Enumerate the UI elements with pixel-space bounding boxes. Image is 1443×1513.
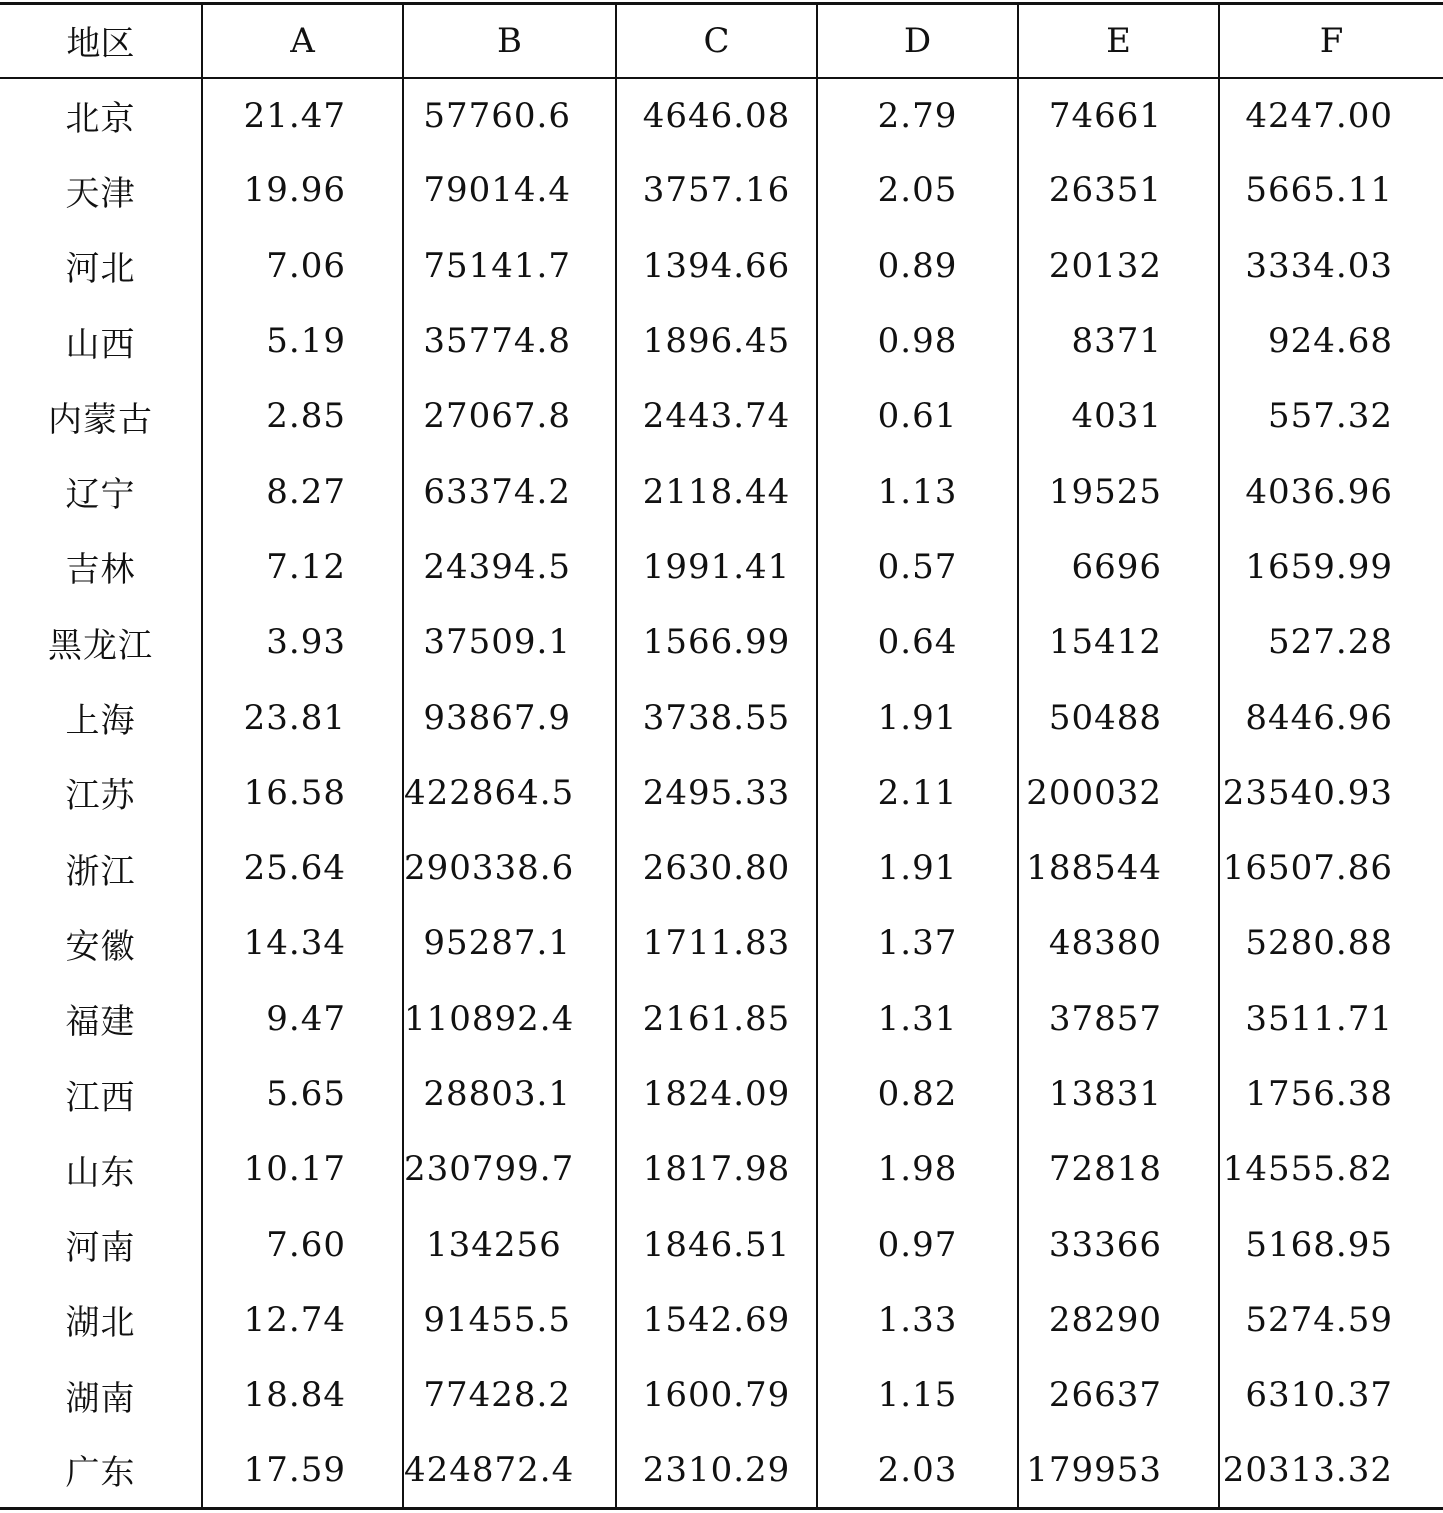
cell-b: 424872.4 [403,1433,616,1508]
cell-c: 1846.51 [616,1207,817,1282]
cell-b: 230799.7 [403,1132,616,1207]
table-row [0,78,1443,153]
cell-d: 0.61 [817,379,1018,454]
cell-a: 9.47 [202,981,403,1056]
cell-d: 0.82 [817,1056,1018,1131]
table-row [0,906,1443,981]
table-row [0,1132,1443,1207]
cell-d: 1.91 [817,830,1018,905]
header-d: D [817,4,1018,78]
cell-e: 72818 [1018,1132,1219,1207]
cell-a: 2.85 [202,379,403,454]
table-header [0,4,1443,78]
cell-c: 2495.33 [616,755,817,830]
cell-d: 1.91 [817,680,1018,755]
cell-c: 2630.80 [616,830,817,905]
header-e: E [1018,4,1219,78]
cell-a: 7.06 [202,228,403,303]
cell-e: 48380 [1018,906,1219,981]
cell-region: 江苏 [65,776,136,817]
cell-e: 28290 [1018,1282,1219,1357]
cell-a: 14.34 [202,906,403,981]
cell-a: 16.58 [202,755,403,830]
cell-d: 2.79 [817,78,1018,153]
cell-b: 57760.6 [403,78,616,153]
cell-a: 10.17 [202,1132,403,1207]
cell-f: 3511.71 [1219,981,1443,1056]
cell-b: 27067.8 [403,379,616,454]
cell-b: 28803.1 [403,1056,616,1131]
cell-a: 19.96 [202,153,403,228]
cell-d: 0.89 [817,228,1018,303]
cell-region: 辽宁 [65,475,136,516]
cell-a: 3.93 [202,605,403,680]
cell-region: 内蒙古 [48,399,153,440]
cell-d: 2.05 [817,153,1018,228]
cell-f: 4247.00 [1219,78,1443,153]
header-c: C [616,4,817,78]
cell-a: 23.81 [202,680,403,755]
cell-e: 188544 [1018,830,1219,905]
cell-f: 557.32 [1219,379,1443,454]
cell-e: 26637 [1018,1358,1219,1433]
cell-f: 5274.59 [1219,1282,1443,1357]
cell-d: 1.37 [817,906,1018,981]
cell-b: 35774.8 [403,303,616,378]
header-row [0,4,1443,78]
cell-b: 422864.5 [403,755,616,830]
table-row [0,755,1443,830]
cell-d: 0.98 [817,303,1018,378]
table-row [0,830,1443,905]
cell-c: 1542.69 [616,1282,817,1357]
cell-e: 50488 [1018,680,1219,755]
header-region: 地区 [0,4,202,78]
table-row [0,1433,1443,1508]
cell-c: 1991.41 [616,529,817,604]
cell-c: 3757.16 [616,153,817,228]
table-row [0,1207,1443,1282]
cell-d: 1.98 [817,1132,1018,1207]
cell-d: 0.64 [817,605,1018,680]
cell-c: 1711.83 [616,906,817,981]
table-row [0,454,1443,529]
table-row [0,529,1443,604]
cell-b: 24394.5 [403,529,616,604]
cell-a: 7.12 [202,529,403,604]
cell-a: 18.84 [202,1358,403,1433]
cell-d: 0.97 [817,1207,1018,1282]
cell-b: 79014.4 [403,153,616,228]
cell-c: 2118.44 [616,454,817,529]
cell-b: 63374.2 [403,454,616,529]
table-body [0,78,1443,1509]
cell-b: 110892.4 [403,981,616,1056]
cell-a: 25.64 [202,830,403,905]
cell-c: 1394.66 [616,228,817,303]
cell-a: 21.47 [202,78,403,153]
cell-e: 26351 [1018,153,1219,228]
cell-c: 2443.74 [616,379,817,454]
cell-f: 527.28 [1219,605,1443,680]
cell-d: 1.31 [817,981,1018,1056]
cell-f: 5280.88 [1219,906,1443,981]
cell-region: 吉林 [65,550,136,591]
cell-d: 0.57 [817,529,1018,604]
cell-f: 16507.86 [1219,830,1443,905]
cell-region: 湖南 [65,1378,136,1419]
cell-f: 23540.93 [1219,755,1443,830]
cell-d: 2.03 [817,1433,1018,1508]
table-row [0,1056,1443,1131]
cell-d: 1.15 [817,1358,1018,1433]
cell-e: 6696 [1018,529,1219,604]
data-table [0,2,1443,1510]
cell-f: 1756.38 [1219,1056,1443,1131]
cell-e: 200032 [1018,755,1219,830]
header-b: B [403,4,616,78]
cell-f: 924.68 [1219,303,1443,378]
header-f: F [1219,4,1443,78]
cell-region: 山西 [65,324,136,365]
cell-region: 山东 [65,1152,136,1193]
cell-e: 15412 [1018,605,1219,680]
header-a: A [202,4,403,78]
cell-b: 95287.1 [403,906,616,981]
cell-a: 12.74 [202,1282,403,1357]
cell-f: 4036.96 [1219,454,1443,529]
cell-d: 2.11 [817,755,1018,830]
cell-e: 33366 [1018,1207,1219,1282]
table-row [0,605,1443,680]
cell-region: 天津 [65,173,136,214]
table-row [0,981,1443,1056]
cell-f: 5665.11 [1219,153,1443,228]
cell-b: 37509.1 [403,605,616,680]
cell-b: 91455.5 [403,1282,616,1357]
cell-f: 3334.03 [1219,228,1443,303]
cell-c: 1817.98 [616,1132,817,1207]
cell-region: 江西 [65,1077,136,1118]
cell-b: 75141.7 [403,228,616,303]
table-row [0,228,1443,303]
cell-b: 290338.6 [403,830,616,905]
cell-region: 河南 [65,1228,136,1269]
cell-c: 1896.45 [616,303,817,378]
cell-b: 93867.9 [403,680,616,755]
cell-f: 20313.32 [1219,1433,1443,1508]
cell-region: 湖北 [65,1303,136,1344]
table-row [0,153,1443,228]
table-row [0,1358,1443,1433]
cell-region: 河北 [65,249,136,290]
cell-c: 2310.29 [616,1433,817,1508]
cell-region: 北京 [65,99,136,140]
cell-region: 安徽 [65,926,136,967]
cell-c: 3738.55 [616,680,817,755]
cell-e: 8371 [1018,303,1219,378]
cell-c: 2161.85 [616,981,817,1056]
cell-region: 浙江 [65,851,136,892]
cell-f: 8446.96 [1219,680,1443,755]
cell-c: 4646.08 [616,78,817,153]
cell-c: 1600.79 [616,1358,817,1433]
cell-region: 福建 [65,1002,136,1043]
cell-a: 17.59 [202,1433,403,1508]
cell-region: 上海 [65,701,136,742]
cell-f: 14555.82 [1219,1132,1443,1207]
cell-a: 8.27 [202,454,403,529]
table-row [0,303,1443,378]
cell-region: 广东 [0,1433,202,1508]
cell-f: 1659.99 [1219,529,1443,604]
cell-e: 179953 [1018,1433,1219,1508]
cell-f: 6310.37 [1219,1358,1443,1433]
cell-a: 5.65 [202,1056,403,1131]
cell-f: 5168.95 [1219,1207,1443,1282]
cell-e: 20132 [1018,228,1219,303]
table-row [0,379,1443,454]
cell-a: 7.60 [202,1207,403,1282]
cell-d: 1.33 [817,1282,1018,1357]
cell-e: 13831 [1018,1056,1219,1131]
cell-e: 37857 [1018,981,1219,1056]
cell-d: 1.13 [817,454,1018,529]
cell-e: 19525 [1018,454,1219,529]
cell-b: 77428.2 [403,1358,616,1433]
cell-c: 1824.09 [616,1056,817,1131]
cell-c: 1566.99 [616,605,817,680]
cell-e: 74661 [1018,78,1219,153]
table-row [0,1282,1443,1357]
cell-b: 134256 [403,1207,616,1282]
cell-a: 5.19 [202,303,403,378]
cell-region: 黑龙江 [48,625,153,666]
table-row [0,680,1443,755]
cell-e: 4031 [1018,379,1219,454]
